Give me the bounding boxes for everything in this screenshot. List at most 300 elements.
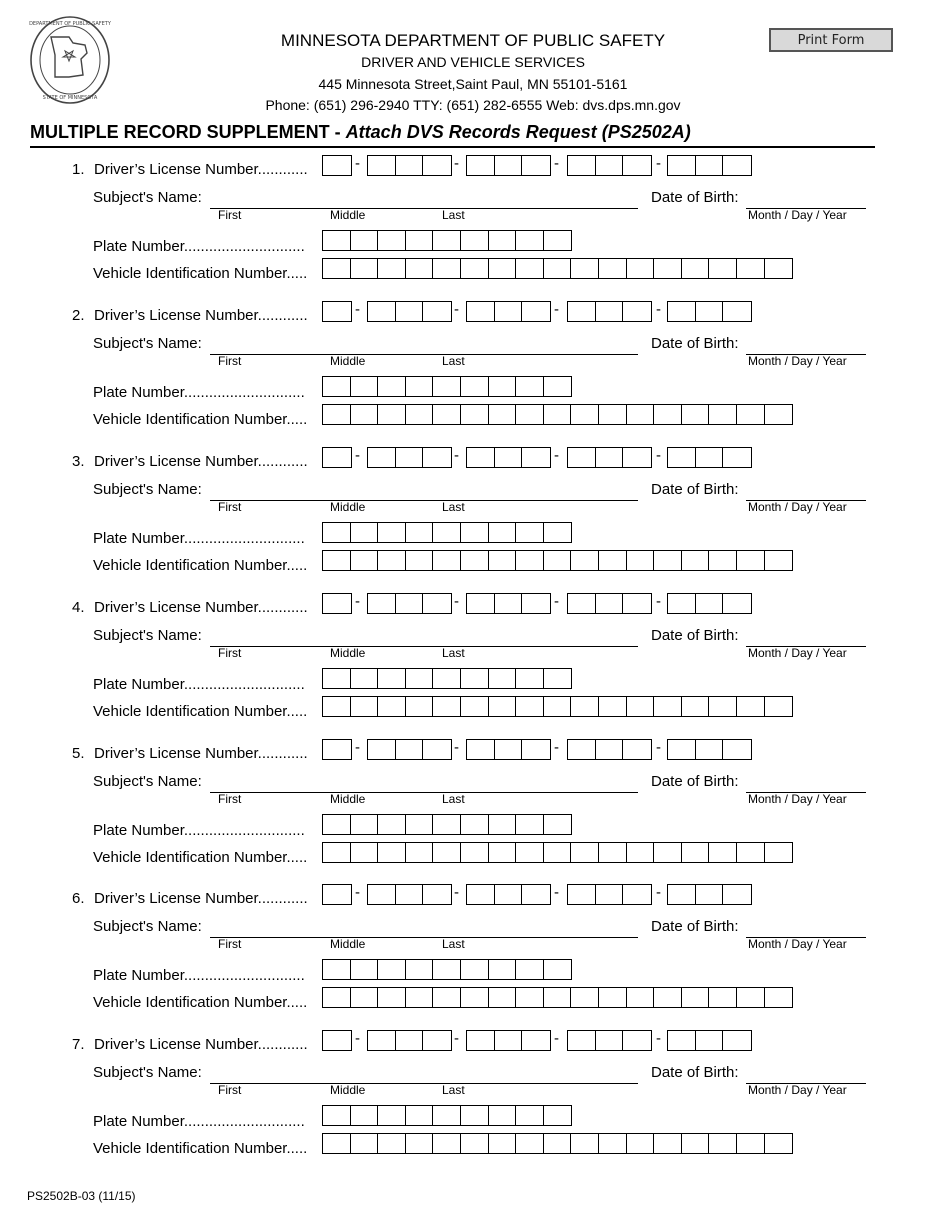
character-box[interactable] <box>682 988 710 1007</box>
character-box[interactable] <box>696 594 724 613</box>
character-box[interactable] <box>516 1134 544 1153</box>
character-box[interactable] <box>516 815 544 834</box>
character-box[interactable] <box>406 960 434 979</box>
character-box[interactable] <box>627 1134 655 1153</box>
character-box[interactable] <box>654 697 682 716</box>
character-box[interactable] <box>599 988 627 1007</box>
character-box[interactable] <box>696 448 724 467</box>
character-box[interactable] <box>467 156 495 175</box>
character-box[interactable] <box>406 231 434 250</box>
character-box[interactable] <box>596 740 624 759</box>
character-box[interactable] <box>368 594 396 613</box>
character-box[interactable] <box>623 1031 651 1050</box>
character-box[interactable] <box>623 302 651 321</box>
character-box[interactable] <box>544 1134 572 1153</box>
character-box[interactable] <box>544 377 572 396</box>
character-box[interactable] <box>351 988 379 1007</box>
character-box[interactable] <box>461 1134 489 1153</box>
character-box[interactable] <box>489 377 517 396</box>
character-box[interactable] <box>323 740 351 759</box>
character-box[interactable] <box>467 740 495 759</box>
character-box[interactable] <box>596 885 624 904</box>
character-box[interactable] <box>596 594 624 613</box>
character-box[interactable] <box>723 594 751 613</box>
character-box[interactable] <box>709 988 737 1007</box>
character-box[interactable] <box>696 885 724 904</box>
character-box[interactable] <box>406 377 434 396</box>
character-box[interactable] <box>627 988 655 1007</box>
character-box[interactable] <box>544 815 572 834</box>
character-box[interactable] <box>544 988 572 1007</box>
character-box[interactable] <box>489 815 517 834</box>
character-box[interactable] <box>461 405 489 424</box>
character-box[interactable] <box>516 377 544 396</box>
character-box[interactable] <box>423 448 451 467</box>
character-box[interactable] <box>406 843 434 862</box>
character-box[interactable] <box>433 1106 461 1125</box>
character-box[interactable] <box>723 156 751 175</box>
character-box[interactable] <box>627 405 655 424</box>
subject-name-field[interactable] <box>210 792 638 793</box>
character-box[interactable] <box>596 302 624 321</box>
character-box[interactable] <box>461 988 489 1007</box>
character-box[interactable] <box>378 1134 406 1153</box>
character-box[interactable] <box>623 156 651 175</box>
character-box[interactable] <box>351 551 379 570</box>
character-box[interactable] <box>378 1106 406 1125</box>
character-box[interactable] <box>654 551 682 570</box>
character-box[interactable] <box>461 231 489 250</box>
character-box[interactable] <box>668 156 696 175</box>
character-box[interactable] <box>378 697 406 716</box>
dl-dash: - <box>656 739 661 756</box>
character-box[interactable] <box>723 448 751 467</box>
character-box[interactable] <box>433 843 461 862</box>
character-box[interactable] <box>623 594 651 613</box>
character-box[interactable] <box>489 231 517 250</box>
character-box[interactable] <box>378 551 406 570</box>
character-box[interactable] <box>522 740 550 759</box>
character-box[interactable] <box>461 960 489 979</box>
character-box[interactable] <box>323 960 351 979</box>
character-box[interactable] <box>423 740 451 759</box>
character-box[interactable] <box>737 1134 765 1153</box>
character-box[interactable] <box>489 669 517 688</box>
character-box[interactable] <box>467 885 495 904</box>
character-box[interactable] <box>461 377 489 396</box>
character-box[interactable] <box>599 405 627 424</box>
character-box[interactable] <box>323 448 351 467</box>
character-box[interactable] <box>378 815 406 834</box>
character-box[interactable] <box>406 1106 434 1125</box>
character-box[interactable] <box>351 231 379 250</box>
character-box[interactable] <box>378 377 406 396</box>
character-box[interactable] <box>323 885 351 904</box>
character-box[interactable] <box>467 1031 495 1050</box>
character-box[interactable] <box>737 988 765 1007</box>
character-box[interactable] <box>489 259 517 278</box>
character-box[interactable] <box>516 988 544 1007</box>
character-box[interactable] <box>544 697 572 716</box>
character-box[interactable] <box>696 740 724 759</box>
character-box[interactable] <box>596 448 624 467</box>
vin-label: Vehicle Identification Number..... <box>93 994 308 1011</box>
character-box[interactable] <box>627 697 655 716</box>
character-box[interactable] <box>599 843 627 862</box>
vin-label: Vehicle Identification Number..... <box>93 265 308 282</box>
character-box[interactable] <box>568 885 596 904</box>
character-box[interactable] <box>323 1106 351 1125</box>
character-box[interactable] <box>522 448 550 467</box>
character-box[interactable] <box>765 843 793 862</box>
character-box[interactable] <box>489 1106 517 1125</box>
character-box[interactable] <box>544 960 572 979</box>
character-box[interactable] <box>596 1031 624 1050</box>
character-box[interactable] <box>467 302 495 321</box>
character-box[interactable] <box>323 405 351 424</box>
subject-name-field[interactable] <box>210 354 638 355</box>
character-box[interactable] <box>668 1031 696 1050</box>
character-box[interactable] <box>544 669 572 688</box>
character-box[interactable] <box>495 156 523 175</box>
character-box[interactable] <box>406 551 434 570</box>
character-box[interactable] <box>433 231 461 250</box>
character-box[interactable] <box>433 697 461 716</box>
character-box[interactable] <box>495 885 523 904</box>
character-box[interactable] <box>396 885 424 904</box>
character-box[interactable] <box>323 697 351 716</box>
character-box[interactable] <box>668 448 696 467</box>
character-box[interactable] <box>489 523 517 542</box>
character-box[interactable] <box>495 302 523 321</box>
character-box[interactable] <box>544 1106 572 1125</box>
plate-number-boxes <box>322 959 572 980</box>
character-box[interactable] <box>368 302 396 321</box>
character-box[interactable] <box>351 377 379 396</box>
character-box[interactable] <box>571 551 599 570</box>
dl-segment-1 <box>322 1030 352 1051</box>
character-box[interactable] <box>627 259 655 278</box>
character-box[interactable] <box>568 156 596 175</box>
character-box[interactable] <box>516 405 544 424</box>
character-box[interactable] <box>351 960 379 979</box>
last-name-hint: Last <box>442 1083 465 1097</box>
dl-dash: - <box>554 1030 559 1047</box>
middle-name-hint: Middle <box>330 937 366 951</box>
character-box[interactable] <box>495 740 523 759</box>
character-box[interactable] <box>406 988 434 1007</box>
character-box[interactable] <box>544 405 572 424</box>
character-box[interactable] <box>516 843 544 862</box>
character-box[interactable] <box>323 551 351 570</box>
character-box[interactable] <box>396 594 424 613</box>
character-box[interactable] <box>623 885 651 904</box>
character-box[interactable] <box>433 960 461 979</box>
character-box[interactable] <box>433 669 461 688</box>
dob-format-hint: Month / Day / Year <box>748 792 847 806</box>
character-box[interactable] <box>495 448 523 467</box>
character-box[interactable] <box>599 551 627 570</box>
character-box[interactable] <box>599 697 627 716</box>
character-box[interactable] <box>461 523 489 542</box>
character-box[interactable] <box>627 551 655 570</box>
character-box[interactable] <box>696 302 724 321</box>
character-box[interactable] <box>709 843 737 862</box>
character-box[interactable] <box>433 815 461 834</box>
character-box[interactable] <box>544 843 572 862</box>
character-box[interactable] <box>568 1031 596 1050</box>
character-box[interactable] <box>378 523 406 542</box>
character-box[interactable] <box>406 815 434 834</box>
character-box[interactable] <box>765 988 793 1007</box>
character-box[interactable] <box>396 1031 424 1050</box>
character-box[interactable] <box>378 231 406 250</box>
character-box[interactable] <box>378 988 406 1007</box>
character-box[interactable] <box>433 988 461 1007</box>
character-box[interactable] <box>682 697 710 716</box>
character-box[interactable] <box>709 259 737 278</box>
character-box[interactable] <box>568 448 596 467</box>
character-box[interactable] <box>682 551 710 570</box>
character-box[interactable] <box>522 594 550 613</box>
subject-name-field[interactable] <box>210 500 638 501</box>
character-box[interactable] <box>765 259 793 278</box>
character-box[interactable] <box>696 1031 724 1050</box>
character-box[interactable] <box>495 1031 523 1050</box>
character-box[interactable] <box>668 594 696 613</box>
character-box[interactable] <box>351 697 379 716</box>
character-box[interactable] <box>709 551 737 570</box>
character-box[interactable] <box>423 594 451 613</box>
character-box[interactable] <box>654 1134 682 1153</box>
first-name-hint: First <box>218 792 242 806</box>
character-box[interactable] <box>516 1106 544 1125</box>
character-box[interactable] <box>461 259 489 278</box>
character-box[interactable] <box>544 259 572 278</box>
character-box[interactable] <box>351 1106 379 1125</box>
character-box[interactable] <box>433 377 461 396</box>
character-box[interactable] <box>461 815 489 834</box>
character-box[interactable] <box>351 843 379 862</box>
character-box[interactable] <box>571 1134 599 1153</box>
character-box[interactable] <box>682 405 710 424</box>
character-box[interactable] <box>696 156 724 175</box>
character-box[interactable] <box>571 405 599 424</box>
character-box[interactable] <box>351 259 379 278</box>
character-box[interactable] <box>654 988 682 1007</box>
character-box[interactable] <box>522 156 550 175</box>
character-box[interactable] <box>323 523 351 542</box>
character-box[interactable] <box>323 377 351 396</box>
vin-label: Vehicle Identification Number..... <box>93 849 308 866</box>
character-box[interactable] <box>423 1031 451 1050</box>
character-box[interactable] <box>378 669 406 688</box>
character-box[interactable] <box>495 594 523 613</box>
character-box[interactable] <box>368 156 396 175</box>
character-box[interactable] <box>489 405 517 424</box>
character-box[interactable] <box>423 156 451 175</box>
character-box[interactable] <box>368 448 396 467</box>
subject-name-field[interactable] <box>210 937 638 938</box>
character-box[interactable] <box>599 1134 627 1153</box>
character-box[interactable] <box>489 843 517 862</box>
character-box[interactable] <box>406 523 434 542</box>
character-box[interactable] <box>323 1134 351 1153</box>
character-box[interactable] <box>682 259 710 278</box>
character-box[interactable] <box>406 1134 434 1153</box>
character-box[interactable] <box>516 231 544 250</box>
character-box[interactable] <box>351 815 379 834</box>
character-box[interactable] <box>489 988 517 1007</box>
character-box[interactable] <box>723 740 751 759</box>
last-name-hint: Last <box>442 500 465 514</box>
character-box[interactable] <box>378 259 406 278</box>
character-box[interactable] <box>489 960 517 979</box>
character-box[interactable] <box>351 1134 379 1153</box>
character-box[interactable] <box>723 885 751 904</box>
character-box[interactable] <box>368 1031 396 1050</box>
character-box[interactable] <box>368 740 396 759</box>
character-box[interactable] <box>433 523 461 542</box>
dl-dash: - <box>454 1030 459 1047</box>
character-box[interactable] <box>599 259 627 278</box>
character-box[interactable] <box>737 843 765 862</box>
character-box[interactable] <box>489 697 517 716</box>
character-box[interactable] <box>406 697 434 716</box>
character-box[interactable] <box>368 885 396 904</box>
character-box[interactable] <box>461 551 489 570</box>
character-box[interactable] <box>516 960 544 979</box>
character-box[interactable] <box>423 885 451 904</box>
vin-boxes <box>322 550 793 571</box>
character-box[interactable] <box>544 231 572 250</box>
character-box[interactable] <box>461 697 489 716</box>
character-box[interactable] <box>765 405 793 424</box>
character-box[interactable] <box>765 697 793 716</box>
character-box[interactable] <box>378 960 406 979</box>
character-box[interactable] <box>571 988 599 1007</box>
character-box[interactable] <box>765 1134 793 1153</box>
print-form-button[interactable]: Print Form <box>769 28 893 52</box>
character-box[interactable] <box>433 259 461 278</box>
character-box[interactable] <box>571 259 599 278</box>
dl-segment-4 <box>567 1030 652 1051</box>
character-box[interactable] <box>516 669 544 688</box>
character-box[interactable] <box>765 551 793 570</box>
character-box[interactable] <box>351 405 379 424</box>
character-box[interactable] <box>323 259 351 278</box>
character-box[interactable] <box>378 843 406 862</box>
character-box[interactable] <box>654 843 682 862</box>
character-box[interactable] <box>668 740 696 759</box>
character-box[interactable] <box>396 302 424 321</box>
character-box[interactable] <box>596 156 624 175</box>
character-box[interactable] <box>516 259 544 278</box>
character-box[interactable] <box>709 697 737 716</box>
subject-name-field[interactable] <box>210 208 638 209</box>
character-box[interactable] <box>489 551 517 570</box>
character-box[interactable] <box>709 1134 737 1153</box>
character-box[interactable] <box>522 1031 550 1050</box>
character-box[interactable] <box>467 448 495 467</box>
character-box[interactable] <box>323 669 351 688</box>
character-box[interactable] <box>568 302 596 321</box>
character-box[interactable] <box>323 231 351 250</box>
character-box[interactable] <box>654 405 682 424</box>
character-box[interactable] <box>423 302 451 321</box>
character-box[interactable] <box>378 405 406 424</box>
character-box[interactable] <box>723 302 751 321</box>
character-box[interactable] <box>323 815 351 834</box>
vin-boxes <box>322 842 793 863</box>
character-box[interactable] <box>516 523 544 542</box>
character-box[interactable] <box>522 885 550 904</box>
character-box[interactable] <box>433 405 461 424</box>
character-box[interactable] <box>323 302 351 321</box>
character-box[interactable] <box>396 740 424 759</box>
character-box[interactable] <box>623 448 651 467</box>
character-box[interactable] <box>489 1134 517 1153</box>
character-box[interactable] <box>571 843 599 862</box>
character-box[interactable] <box>723 1031 751 1050</box>
character-box[interactable] <box>623 740 651 759</box>
character-box[interactable] <box>568 594 596 613</box>
subject-name-label: Subject's Name: <box>93 189 202 206</box>
character-box[interactable] <box>351 523 379 542</box>
character-box[interactable] <box>433 1134 461 1153</box>
character-box[interactable] <box>737 405 765 424</box>
character-box[interactable] <box>682 1134 710 1153</box>
character-box[interactable] <box>668 885 696 904</box>
character-box[interactable] <box>467 594 495 613</box>
character-box[interactable] <box>544 551 572 570</box>
character-box[interactable] <box>737 259 765 278</box>
dl-dash: - <box>656 593 661 610</box>
character-box[interactable] <box>396 448 424 467</box>
subject-name-field[interactable] <box>210 646 638 647</box>
character-box[interactable] <box>396 156 424 175</box>
character-box[interactable] <box>406 259 434 278</box>
character-box[interactable] <box>351 669 379 688</box>
character-box[interactable] <box>737 551 765 570</box>
character-box[interactable] <box>654 259 682 278</box>
character-box[interactable] <box>568 740 596 759</box>
character-box[interactable] <box>406 405 434 424</box>
character-box[interactable] <box>737 697 765 716</box>
character-box[interactable] <box>323 1031 351 1050</box>
character-box[interactable] <box>461 669 489 688</box>
character-box[interactable] <box>682 843 710 862</box>
character-box[interactable] <box>323 843 351 862</box>
character-box[interactable] <box>544 523 572 542</box>
character-box[interactable] <box>323 594 351 613</box>
character-box[interactable] <box>323 156 351 175</box>
subject-name-field[interactable] <box>210 1083 638 1084</box>
character-box[interactable] <box>323 988 351 1007</box>
character-box[interactable] <box>709 405 737 424</box>
character-box[interactable] <box>516 551 544 570</box>
plate-number-label: Plate Number............................. <box>93 238 305 255</box>
character-box[interactable] <box>461 1106 489 1125</box>
character-box[interactable] <box>627 843 655 862</box>
character-box[interactable] <box>516 697 544 716</box>
character-box[interactable] <box>522 302 550 321</box>
character-box[interactable] <box>668 302 696 321</box>
character-box[interactable] <box>461 843 489 862</box>
character-box[interactable] <box>433 551 461 570</box>
character-box[interactable] <box>571 697 599 716</box>
character-box[interactable] <box>406 669 434 688</box>
